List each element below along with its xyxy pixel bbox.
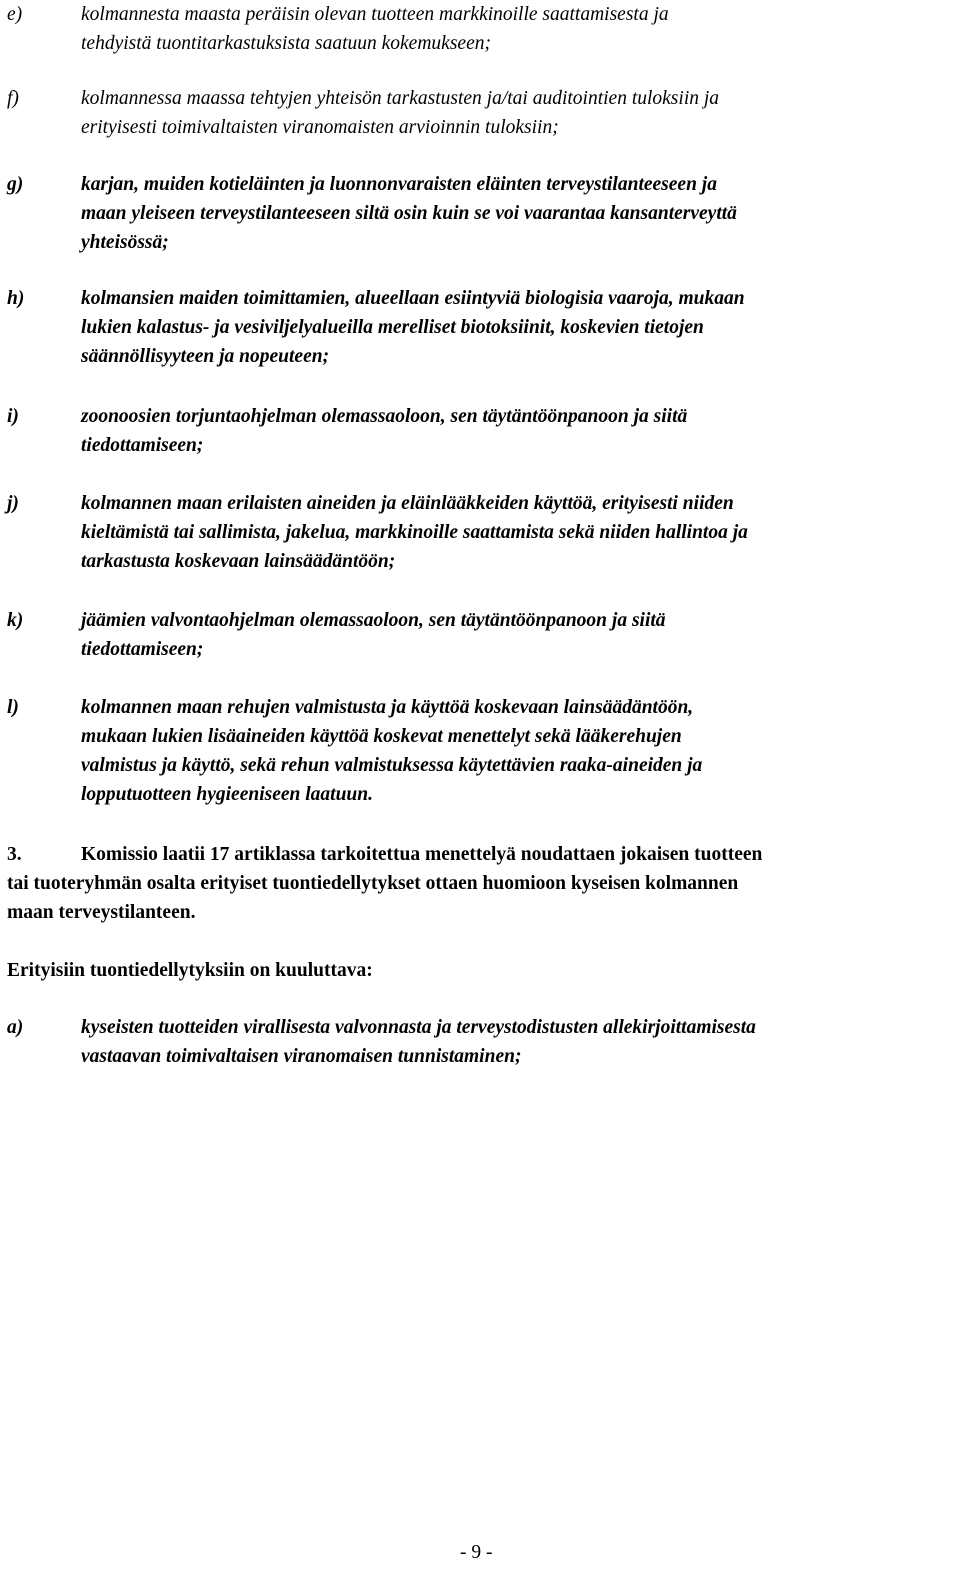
text-line: tehdyistä tuontitarkastuksista saatuun kokemukseen; bbox=[81, 33, 491, 54]
item-text bbox=[81, 170, 960, 257]
item-label: k) bbox=[7, 610, 24, 631]
text-line: tai tuoteryhmän osalta erityiset tuontiedellytykset ottaen huomioon kyseisen kolmannen bbox=[7, 873, 739, 894]
text-line: valmistus ja käyttö, sekä rehun valmistuksessa käytettävien raaka-aineiden ja bbox=[81, 755, 703, 776]
text-line: kyseisten tuotteiden virallisesta valvonnasta ja terveystodistusten allekirjoittamisesta bbox=[81, 1017, 756, 1038]
text-line: lopputuotteen hygieeniseen laatuun. bbox=[81, 784, 373, 805]
text-line: yhteisössä; bbox=[81, 232, 169, 253]
item-label: e) bbox=[7, 4, 23, 25]
item-label: l) bbox=[7, 697, 19, 718]
text-line: mukaan lukien lisäaineiden käyttöä koskevat menettelyt sekä lääkerehujen bbox=[81, 726, 682, 747]
item-text bbox=[81, 489, 960, 576]
text-span: Komissio laatii 17 artiklassa tarkoitettua menettelyä noudattaen jokaisen tuotteen bbox=[81, 844, 763, 865]
item-label: f) bbox=[7, 88, 19, 109]
text-line: kieltämistä tai sallimista, jakelua, markkinoille saattamista sekä niiden hallintoa ja bbox=[81, 522, 748, 543]
section-heading: Erityisiin tuontiedellytyksiin on kuuluttava: bbox=[7, 960, 373, 981]
text-line: tiedottamiseen; bbox=[81, 639, 204, 660]
item-text bbox=[81, 284, 960, 371]
text-line: kolmannen maan erilaisten aineiden ja eläinlääkkeiden käyttöä, erityisesti niiden bbox=[81, 493, 734, 514]
text-line: erityisesti toimivaltaisten viranomaisten arvioinnin tuloksiin; bbox=[81, 117, 559, 138]
text-line bbox=[7, 840, 957, 869]
text-line: maan yleiseen terveystilanteeseen siltä osin kuin se voi vaarantaa kansanterveyttä bbox=[81, 203, 737, 224]
text-line: karjan, muiden kotieläinten ja luonnonvaraisten eläinten terveystilanteeseen ja bbox=[81, 174, 717, 195]
item-text bbox=[81, 84, 960, 142]
text-line: tiedottamiseen; bbox=[81, 435, 204, 456]
item-label: j) bbox=[7, 493, 19, 514]
text-line: kolmansien maiden toimittamien, alueellaan esiintyviä biologisia vaaroja, mukaan bbox=[81, 288, 745, 309]
item-text bbox=[81, 1013, 960, 1071]
item-label: g) bbox=[7, 174, 24, 195]
item-label: i) bbox=[7, 406, 19, 427]
item-text bbox=[81, 402, 960, 460]
text-line: jäämien valvontaohjelman olemassaoloon, sen täytäntöönpanoon ja siitä bbox=[81, 610, 666, 631]
text-line: kolmannessa maassa tehtyjen yhteisön tarkastusten ja/tai auditointien tuloksiin ja bbox=[81, 88, 720, 109]
item-label: h) bbox=[7, 288, 25, 309]
text-line: lukien kalastus- ja vesiviljelyalueilla merelliset biotoksiinit, koskevien tietojen bbox=[81, 317, 704, 338]
item-text bbox=[81, 0, 960, 58]
text-line: kolmannen maan rehujen valmistusta ja käyttöä koskevaan lainsäädäntöön, bbox=[81, 697, 694, 718]
item-label: a) bbox=[7, 1017, 24, 1038]
text-line: tarkastusta koskevaan lainsäädäntöön; bbox=[81, 551, 396, 572]
page-number: - 9 - bbox=[460, 1542, 493, 1563]
item-text bbox=[81, 606, 960, 664]
item-text bbox=[81, 693, 960, 809]
paragraph-3 bbox=[7, 840, 957, 927]
text-line: maan terveystilanteen. bbox=[7, 902, 196, 923]
paragraph-number: 3. bbox=[7, 844, 22, 865]
text-line: vastaavan toimivaltaisen viranomaisen tunnistaminen; bbox=[81, 1046, 522, 1067]
text-line: zoonoosien torjuntaohjelman olemassaoloon, sen täytäntöönpanoon ja siitä bbox=[81, 406, 688, 427]
text-line: kolmannesta maasta peräisin olevan tuotteen markkinoille saattamisesta ja bbox=[81, 4, 669, 25]
text-line: säännöllisyyteen ja nopeuteen; bbox=[81, 346, 330, 367]
